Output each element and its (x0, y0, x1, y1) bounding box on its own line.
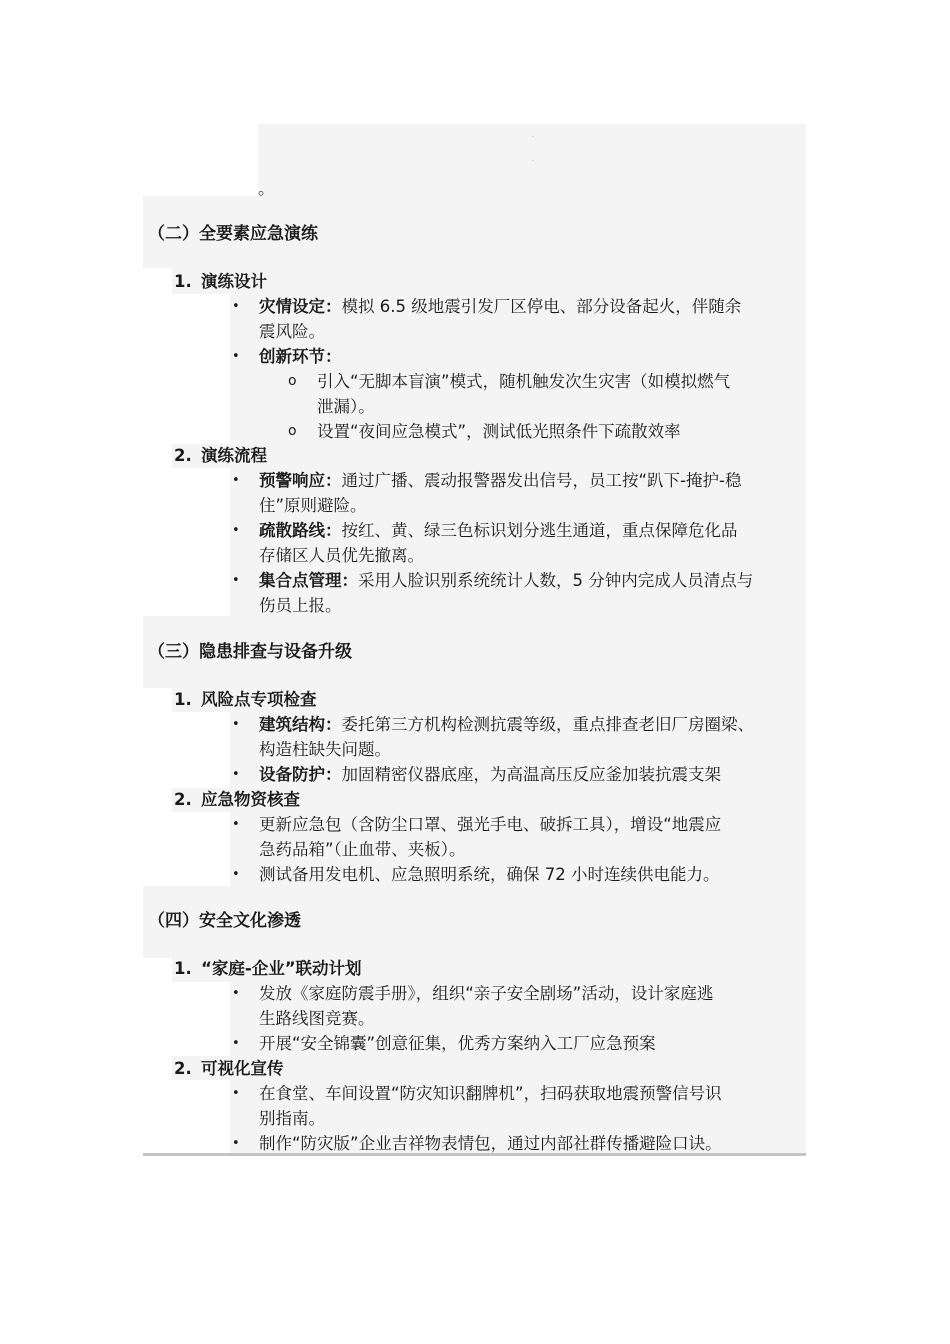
section-heading: （二）全要素应急演练 (148, 224, 318, 244)
subsection-title: 应急物资核查 (201, 790, 300, 809)
subsection-title: 演练设计 (201, 272, 267, 291)
circle-bullet-icon: o (288, 373, 297, 389)
item-text-cont: 别指南。 (259, 1109, 325, 1128)
item-text: 更新应急包（含防尘口罩、强光手电、破拆工具），增设“地震应 (259, 815, 722, 834)
shade-sec2-s1-title (172, 268, 806, 294)
bullet-icon: • (232, 523, 240, 538)
shade-sec2-s2-title (172, 444, 806, 468)
list-item (259, 712, 754, 737)
item-label: 集合点管理： (259, 571, 358, 590)
item-text-cont: 存储区人员优先撤离。 (259, 546, 424, 565)
item-text-cont: 急药品箱”（止血带、夹板）。 (259, 840, 466, 859)
item-text: 测试备用发电机、应急照明系统，确保 72 小时连续供电能力。 (259, 865, 720, 884)
list-number: 2. (174, 446, 192, 465)
list-number: 1. (174, 959, 192, 978)
item-label: 灾情设定： (259, 297, 342, 316)
sub-item-text: 设置“夜间应急模式”，测试低光照条件下疏散效率 (317, 422, 681, 441)
item-text-cont: 住”原则避险。 (259, 496, 367, 515)
item-text: 按红、黄、绿三色标识划分逃生通道，重点保障危化品 (341, 521, 738, 540)
bullet-icon: • (232, 573, 240, 588)
item-label: 疏散路线： (259, 521, 342, 540)
list-item (259, 762, 721, 787)
list-item (259, 518, 738, 543)
item-text: 采用人脸识别系统统计人数，5 分钟内完成人员清点与 (358, 571, 754, 590)
list-number: 1. (174, 272, 192, 291)
bullet-icon: • (232, 473, 240, 488)
item-label: 预警响应： (259, 471, 342, 490)
circle-bullet-icon: o (288, 423, 297, 439)
list-number: 2. (174, 1059, 192, 1078)
list-item (259, 568, 753, 593)
sub-item-text-cont: 泄漏）。 (317, 397, 375, 416)
bullet-icon: • (232, 867, 240, 882)
bullet-icon: • (232, 767, 240, 782)
list-number: 2. (174, 790, 192, 809)
item-text-cont: 震风险。 (259, 322, 325, 341)
bullet-icon: • (232, 986, 240, 1001)
item-text: 发放《家庭防震手册》，组织“亲子安全剧场”活动，设计家庭逃 (259, 984, 714, 1003)
faint-dot: . (532, 132, 534, 139)
bullet-icon: • (232, 717, 240, 732)
item-text-cont: 生路线图竞赛。 (259, 1009, 375, 1028)
item-text-cont: 构造柱缺失问题。 (259, 740, 391, 759)
subsection-title: 风险点专项检查 (201, 690, 317, 709)
sub-item-text: 引入“无脚本盲演”模式，随机触发次生灾害（如模拟燃气 (317, 372, 731, 391)
section-heading: （四）安全文化渗透 (148, 911, 301, 931)
item-text: 在食堂、车间设置“防灾知识翻牌机”，扫码获取地震预警信号识 (259, 1084, 722, 1103)
item-text: 制作“防灾版”企业吉祥物表情包，通过内部社群传播避险口诀。 (259, 1134, 722, 1153)
bottom-rule (143, 1153, 806, 1156)
list-number: 1. (174, 690, 192, 709)
item-text: 通过广播、震动报警器发出信号，员工按“趴下-掩护-稳 (341, 471, 742, 490)
item-label: 创新环节： (259, 347, 342, 366)
item-text: 委托第三方机构检测抗震等级，重点排查老旧厂房圈梁、 (341, 715, 754, 734)
top-period: 。 (258, 179, 275, 198)
bullet-icon: • (232, 299, 240, 314)
item-text: 开展“安全锦囊”创意征集，优秀方案纳入工厂应急预案 (259, 1034, 656, 1053)
subsection-title: 演练流程 (201, 446, 267, 465)
faint-dot: . (532, 156, 534, 163)
item-text-cont: 伤员上报。 (259, 596, 342, 615)
bullet-icon: • (232, 1086, 240, 1101)
list-item (259, 468, 741, 493)
bullet-icon: • (232, 1036, 240, 1051)
subsection-title: “家庭-企业”联动计划 (201, 959, 362, 978)
item-label: 建筑结构： (259, 715, 342, 734)
item-label: 设备防护： (259, 765, 342, 784)
bullet-icon: • (232, 817, 240, 832)
subsection-title: 可视化宣传 (201, 1059, 284, 1078)
list-item (259, 294, 741, 319)
bullet-icon: • (232, 1136, 240, 1151)
section-heading: （三）隐患排查与设备升级 (148, 642, 352, 662)
item-text: 模拟 6.5 级地震引发厂区停电、部分设备起火，伴随余 (341, 297, 742, 316)
item-text: 加固精密仪器底座，为高温高压反应釜加装抗震支架 (341, 765, 721, 784)
bullet-icon: • (232, 349, 240, 364)
